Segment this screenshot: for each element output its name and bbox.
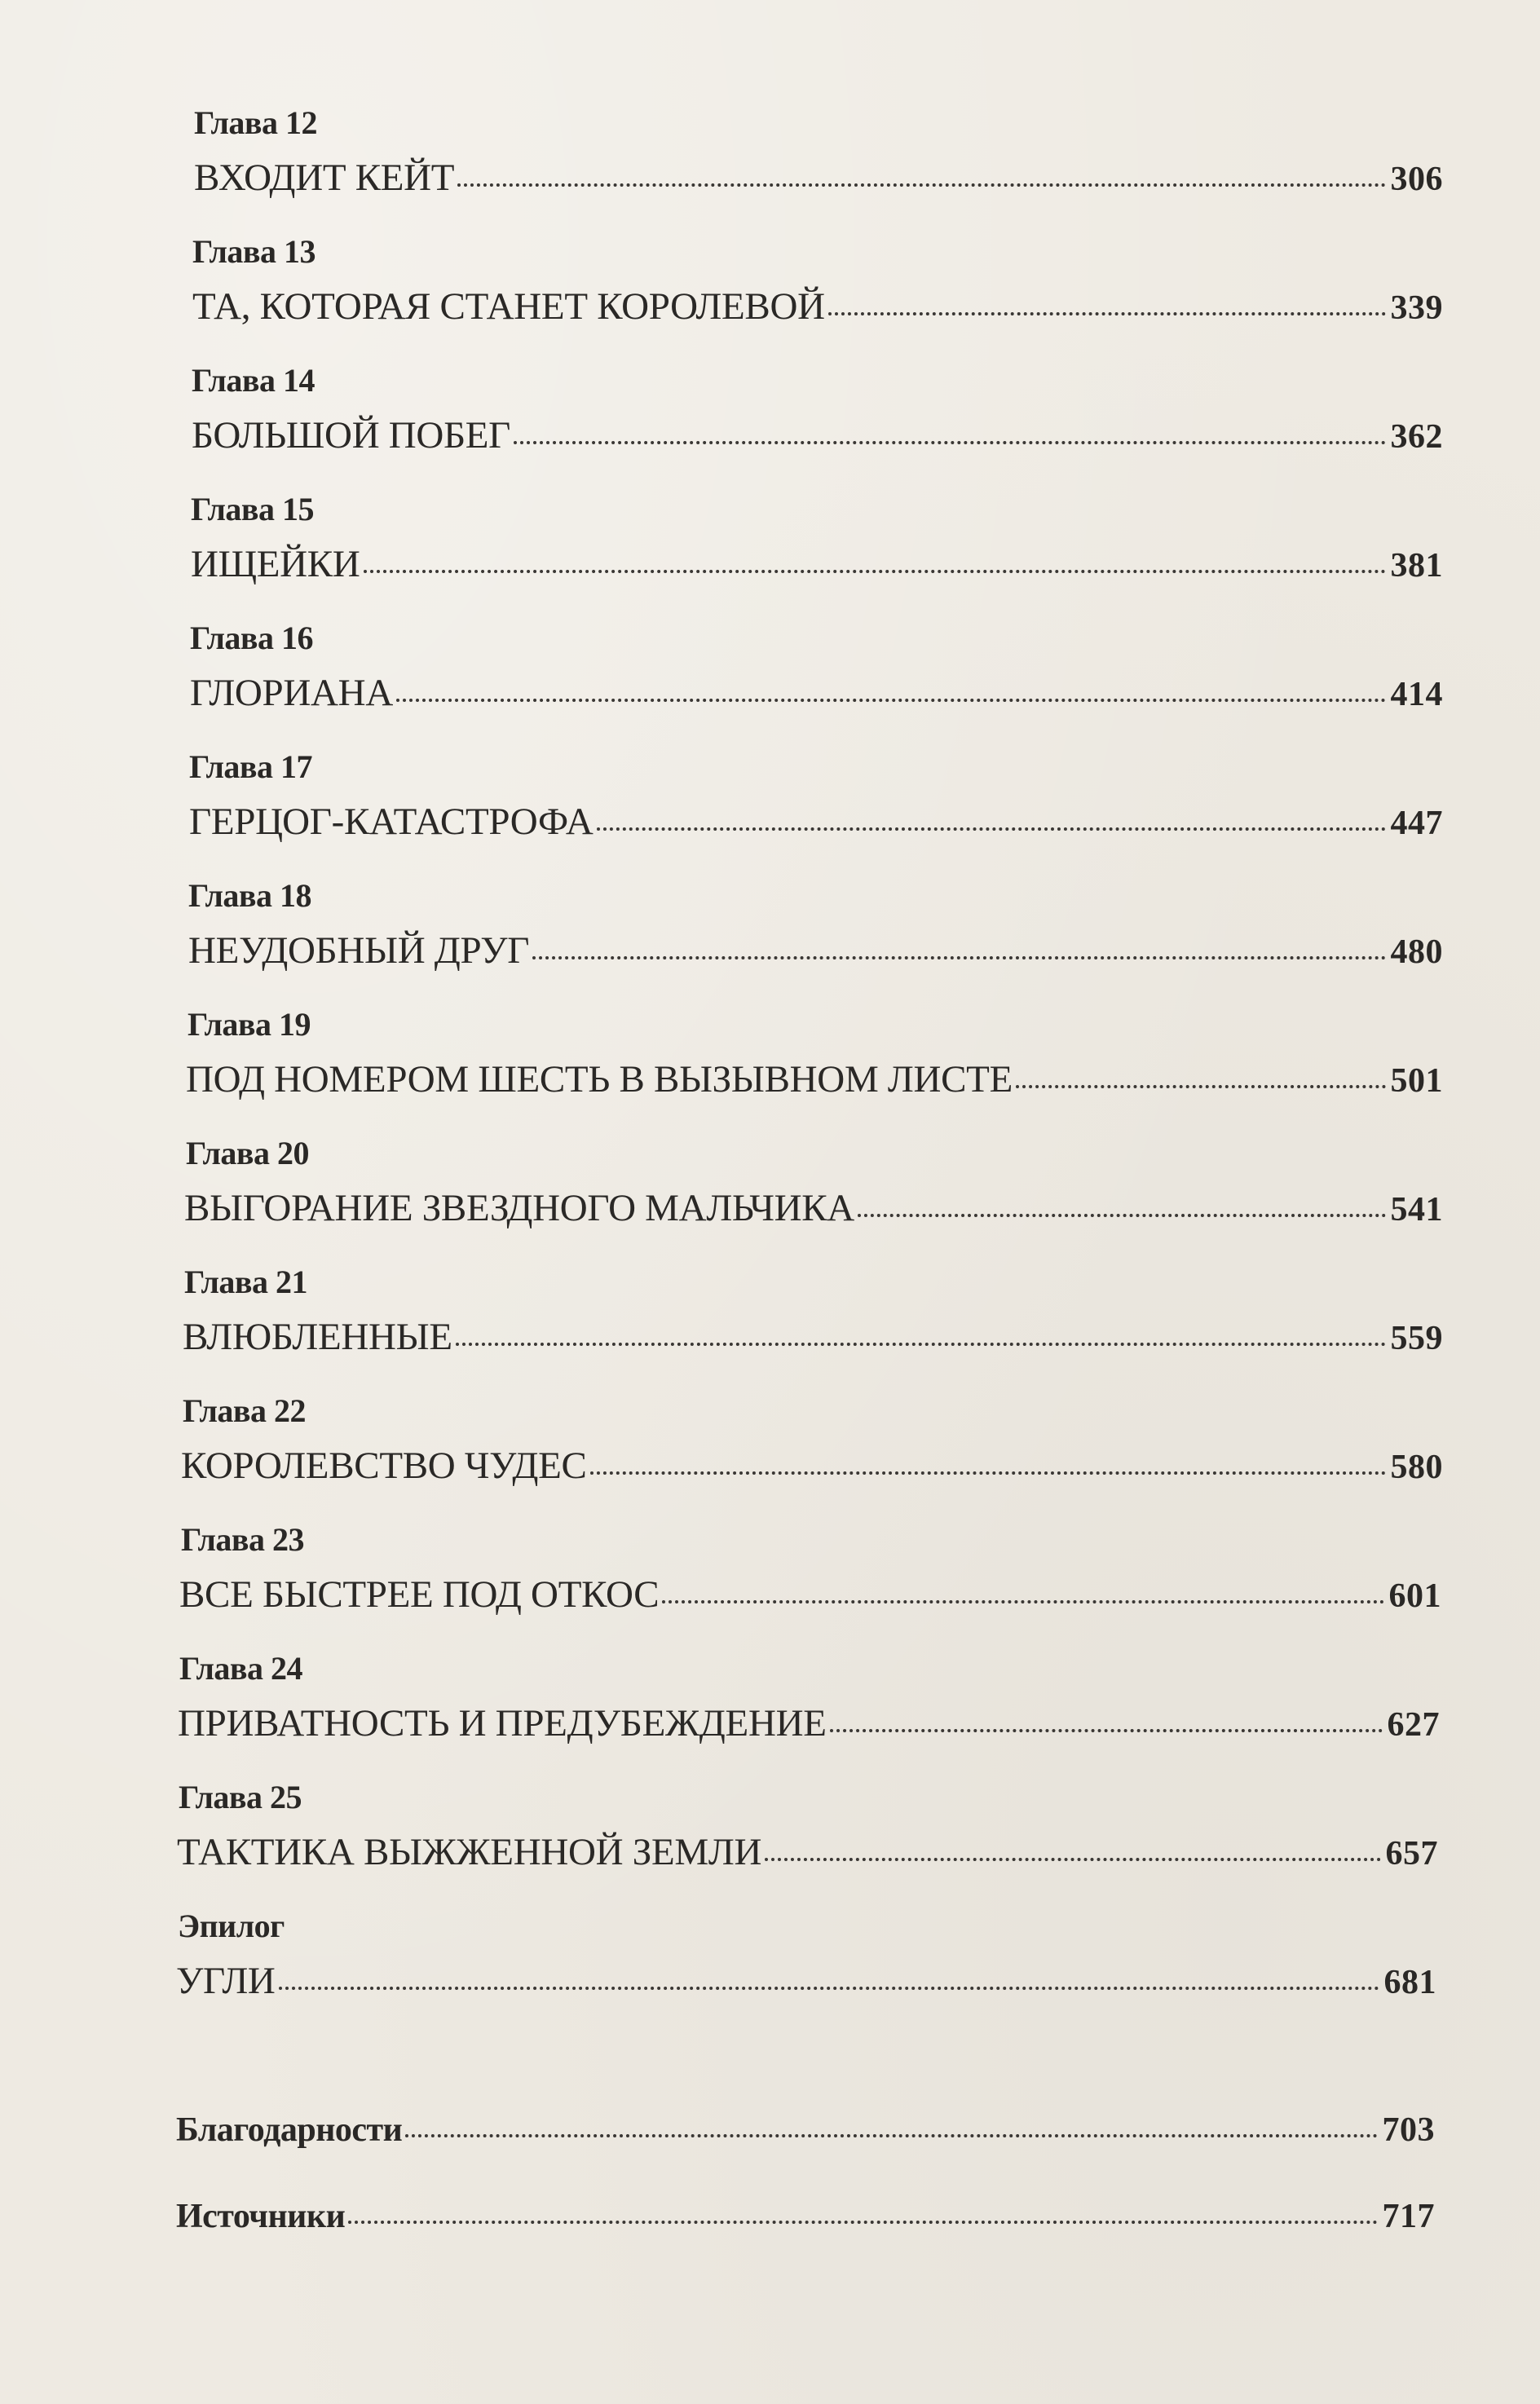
page-number: 339: [1390, 289, 1443, 327]
toc-line: [194, 159, 1443, 197]
page-number: 362: [1390, 418, 1443, 456]
chapter-label: Глава 21: [184, 1264, 307, 1300]
dot-leader: [828, 312, 1386, 315]
page-number: 541: [1390, 1191, 1443, 1228]
page-number: 414: [1390, 676, 1443, 713]
toc-line: [192, 285, 1443, 328]
dot-leader: [279, 1987, 1379, 1990]
toc-line: [186, 1058, 1443, 1101]
chapter-label: Глава 24: [179, 1650, 302, 1687]
dot-leader: [457, 183, 1385, 187]
toc-line: [181, 1447, 1443, 1485]
page-number: 559: [1390, 1320, 1443, 1357]
chapter-title: ГЛОРИАНА: [190, 672, 393, 714]
page-number: 627: [1387, 1706, 1440, 1744]
page-number: 306: [1390, 161, 1443, 198]
chapter-title: ПОД НОМЕРОМ ШЕСТЬ В ВЫЗЫВНОМ ЛИСТЕ: [186, 1058, 1013, 1101]
chapter-label: Глава 14: [192, 362, 315, 399]
toc-line: [179, 1573, 1441, 1616]
dot-leader: [765, 1858, 1380, 1861]
toc-line: [191, 545, 1443, 584]
chapter-title: ПРИВАТНОСТЬ И ПРЕДУБЕЖДЕНИЕ: [178, 1702, 827, 1745]
dot-leader: [597, 827, 1386, 831]
chapter-title: ВЛЮБЛЕННЫЕ: [183, 1316, 452, 1358]
chapter-title: ТАКТИКА ВЫЖЖЕННОЙ ЗЕМЛИ: [177, 1831, 762, 1873]
toc-line: [190, 674, 1443, 712]
chapter-title: НЕУДОБНЫЙ ДРУГ: [188, 929, 530, 972]
chapter-label: Глава 17: [189, 748, 312, 785]
chapter-label: Глава 23: [181, 1521, 304, 1558]
page-number: 681: [1383, 1964, 1436, 2001]
chapter-title: ВСЕ БЫСТРЕЕ ПОД ОТКОС: [179, 1573, 660, 1616]
dot-leader: [405, 2134, 1377, 2137]
chapter-label: Глава 12: [194, 104, 317, 141]
dot-leader: [858, 1214, 1386, 1217]
dot-leader: [514, 441, 1385, 444]
chapter-label: Глава 20: [186, 1135, 309, 1171]
page-number: 501: [1390, 1062, 1443, 1100]
dot-leader: [830, 1729, 1383, 1732]
toc-line: [183, 1318, 1443, 1356]
chapter-label: Глава 16: [190, 620, 313, 656]
chapter-title: ИЩЕЙКИ: [191, 543, 360, 585]
chapter-label: Глава 18: [188, 877, 311, 914]
chapter-label: Глава 15: [191, 491, 314, 527]
toc-line: [177, 1833, 1438, 1872]
chapter-title: УГЛИ: [176, 1960, 276, 2002]
dot-leader: [396, 699, 1386, 702]
page-number: 381: [1390, 547, 1443, 584]
dot-leader: [1016, 1085, 1386, 1088]
page-number: 580: [1390, 1449, 1443, 1486]
chapter-label: Глава 19: [188, 1006, 311, 1043]
dot-leader: [590, 1471, 1386, 1475]
chapter-label: Глава 13: [192, 233, 316, 270]
toc-line: [188, 929, 1443, 972]
toc-line: [192, 414, 1443, 457]
chapter-title: КОРОЛЕВСТВО ЧУДЕС: [181, 1445, 587, 1487]
dot-leader: [662, 1600, 1383, 1603]
chapter-title: ВХОДИТ КЕЙТ: [194, 157, 455, 199]
page-number: 480: [1390, 933, 1443, 971]
chapter-title: ГЕРЦОГ-КАТАСТРОФА: [189, 801, 593, 843]
page-number: 703: [1382, 2111, 1435, 2149]
toc-line: [189, 803, 1443, 841]
toc-line: [176, 2199, 1435, 2234]
dot-leader: [456, 1343, 1386, 1346]
chapter-title: ТА, КОТОРАЯ СТАНЕТ КОРОЛЕВОЙ: [192, 285, 825, 328]
toc-line: [184, 1189, 1443, 1228]
page-number: 717: [1382, 2198, 1435, 2235]
toc-line: [176, 2113, 1435, 2147]
toc-line: [178, 1702, 1440, 1745]
page-number: 601: [1388, 1577, 1441, 1615]
chapter-label: Глава 22: [183, 1392, 306, 1429]
chapter-label: Эпилог: [178, 1908, 285, 1944]
section-title: Источники: [176, 2198, 346, 2235]
dot-leader: [348, 2221, 1377, 2224]
section-title: Благодарности: [176, 2111, 403, 2149]
chapter-label: Глава 25: [179, 1779, 302, 1815]
page-number: 447: [1390, 805, 1443, 842]
chapter-title: БОЛЬШОЙ ПОБЕГ: [192, 414, 511, 457]
dot-leader: [364, 570, 1386, 573]
toc-line: [176, 1962, 1436, 2000]
dot-leader: [532, 956, 1385, 959]
page-number: 657: [1385, 1835, 1438, 1872]
chapter-title: ВЫГОРАНИЕ ЗВЕЗДНОГО МАЛЬЧИКА: [184, 1187, 854, 1229]
